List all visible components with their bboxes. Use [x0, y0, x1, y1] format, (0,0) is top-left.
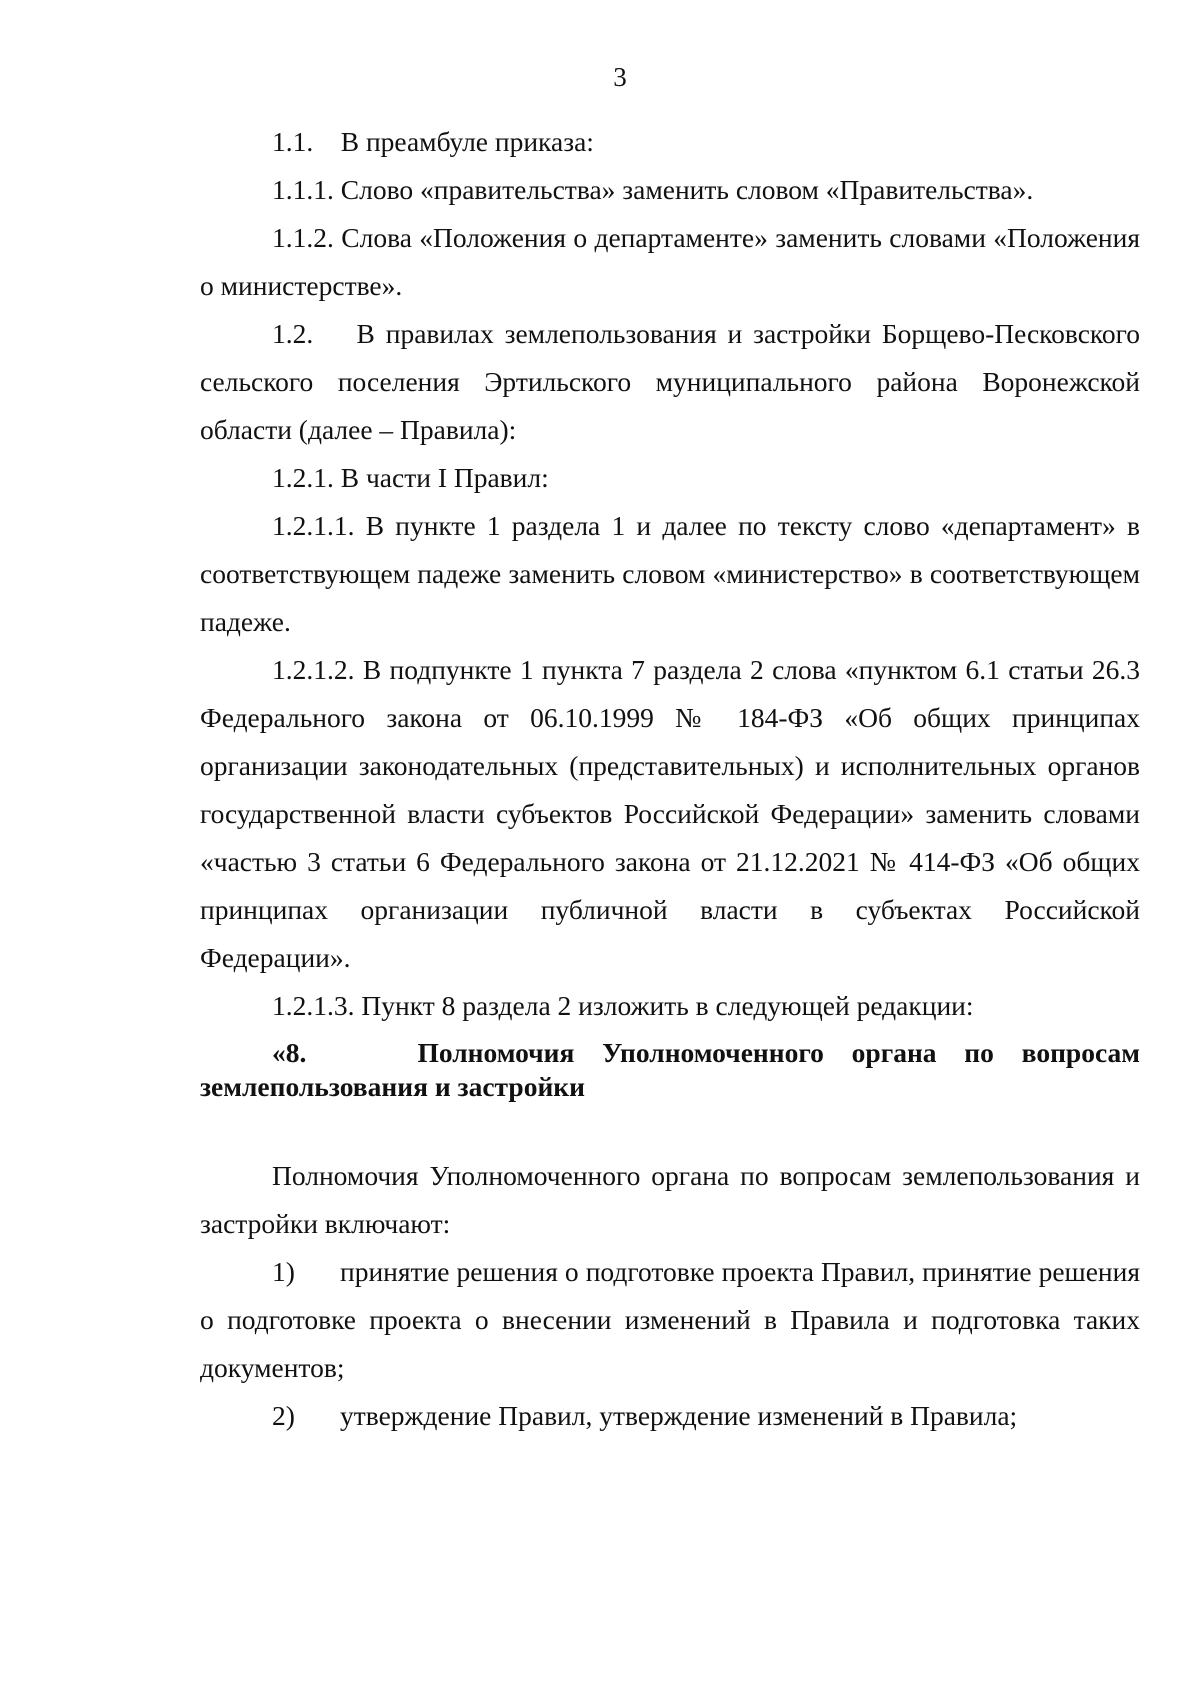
list-item-text: принятие решения о подготовке проекта Правил, принятие решения о подготовке проекта о внесении изменений в Правила и подготовка таких документов; — [200, 1256, 1140, 1383]
paragraph-1-1-1: 1.1.1. Слово «правительства» заменить словом «Правительства». — [272, 174, 1034, 205]
spacer — [200, 1104, 1140, 1152]
section-8-intro: Полномочия Уполномоченного органа по вопросам землепользования и застройки включают: — [200, 1160, 1140, 1239]
list-item-number: 2) — [272, 1400, 295, 1431]
section-8-heading — [200, 1036, 1140, 1104]
list-item-number: 1) — [272, 1256, 295, 1287]
paragraph-1-2-1-2: 1.2.1.2. В подпункте 1 пункта 7 раздела 2 слова «пунктом 6.1 статьи 26.3 Федерального закона от 06.10.1999 № 184-ФЗ «Об общих принципах организации законодательных (представительных) и исполнительных органов государственной власти субъектов Российской Федерации» заменить словами «частью 3 статьи 6 Федерального закона от 21.12.2021 № 414-ФЗ «Об общих принципах организации публичной власти в субъектах Российской Федерации». — [200, 654, 1140, 973]
section-8-heading-line1: «8. Полномочия Уполномоченного органа по вопросам — [272, 1037, 1140, 1068]
paragraph-1-2-1-1: 1.2.1.1. В пункте 1 раздела 1 и далее по тексту слово «департамент» в соответствующем падеже заменить словом «министерство» в соответствующем падеже. — [200, 510, 1140, 637]
paragraph-1-2: 1.2. В правилах землепользования и застройки Борщево-Песковского сельского поселения Эртильского муниципального района Воронежской области (далее – Правила): — [200, 318, 1140, 445]
list-item — [200, 1248, 1140, 1392]
paragraph-1-1: 1.1. В преамбуле приказа: — [272, 126, 594, 157]
paragraph-1-2-1: 1.2.1. В части I Правил: — [272, 462, 549, 493]
paragraph-1-1-2: 1.1.2. Слова «Положения о департаменте» заменить словами «Положения о министерстве». — [200, 222, 1140, 301]
section-8-heading-line2: землепользования и застройки — [200, 1071, 585, 1102]
list-item-text: утверждение Правил, утверждение изменений в Правила; — [340, 1400, 1018, 1431]
document-body — [200, 118, 1140, 1440]
paragraph-1-2-1-3: 1.2.1.3. Пункт 8 раздела 2 изложить в следующей редакции: — [272, 990, 974, 1021]
page-number: 3 — [613, 62, 627, 92]
list-item — [200, 1392, 1140, 1440]
